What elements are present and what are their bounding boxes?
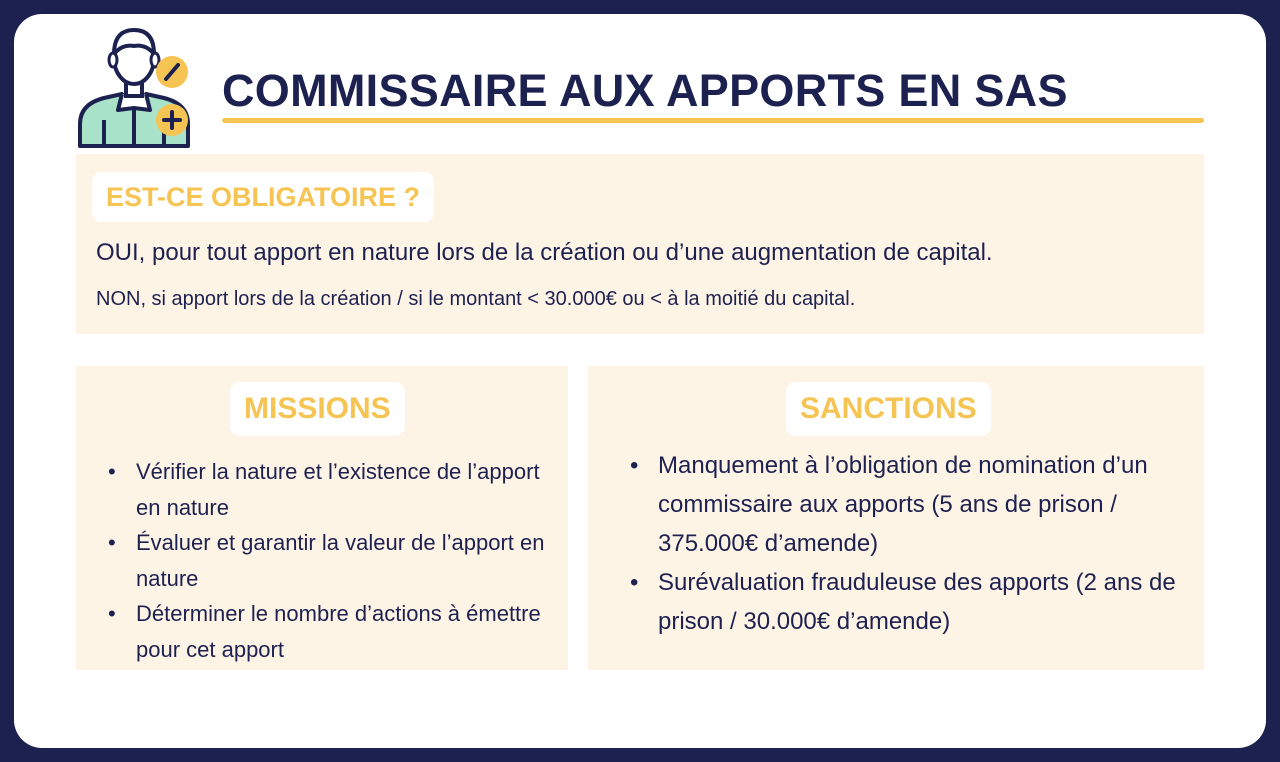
list-item xyxy=(104,525,564,596)
missions-list xyxy=(104,454,564,667)
list-item xyxy=(626,446,1202,563)
list-item-text: Évaluer et garantir la valeur de l’apport en nature xyxy=(136,530,545,591)
bullet-icon: • xyxy=(108,459,116,484)
list-item-text: Manquement à l’obligation de nomination d’un commissaire aux apports (5 ans de prison / 375.000€ d’amende) xyxy=(658,452,1148,557)
sanctions-heading: SANCTIONS xyxy=(786,382,991,436)
plus-icon xyxy=(156,104,188,136)
bullet-icon: • xyxy=(630,569,639,596)
sanctions-list xyxy=(626,446,1202,641)
list-item-text: Déterminer le nombre d’actions à émettre pour cet apport xyxy=(136,601,541,662)
infographic-card xyxy=(14,14,1266,748)
list-item-text: Vérifier la nature et l’existence de l’apport en nature xyxy=(136,459,540,520)
obligation-non-text: NON, si apport lors de la création / si le montant < 30.000€ ou < à la moitié du capital. xyxy=(96,288,856,310)
bullet-icon: • xyxy=(108,530,116,555)
bullet-icon: • xyxy=(630,452,639,479)
pencil-icon xyxy=(156,56,188,88)
obligation-panel xyxy=(76,154,1204,334)
sanctions-panel xyxy=(588,366,1204,670)
person-avatar-icon xyxy=(74,24,194,150)
list-item xyxy=(104,454,564,525)
list-item xyxy=(104,596,564,667)
page-title: COMMISSAIRE AUX APPORTS EN SAS xyxy=(222,65,1068,116)
title-underline xyxy=(222,118,1204,123)
obligation-heading: EST-CE OBLIGATOIRE ? xyxy=(92,172,434,222)
bullet-icon: • xyxy=(108,601,116,626)
list-item xyxy=(626,563,1202,641)
missions-heading: MISSIONS xyxy=(230,382,405,436)
obligation-oui-text: OUI, pour tout apport en nature lors de la création ou d’une augmentation de capital. xyxy=(96,239,993,266)
missions-panel xyxy=(76,366,568,670)
list-item-text: Surévaluation frauduleuse des apports (2 ans de prison / 30.000€ d’amende) xyxy=(658,569,1176,635)
